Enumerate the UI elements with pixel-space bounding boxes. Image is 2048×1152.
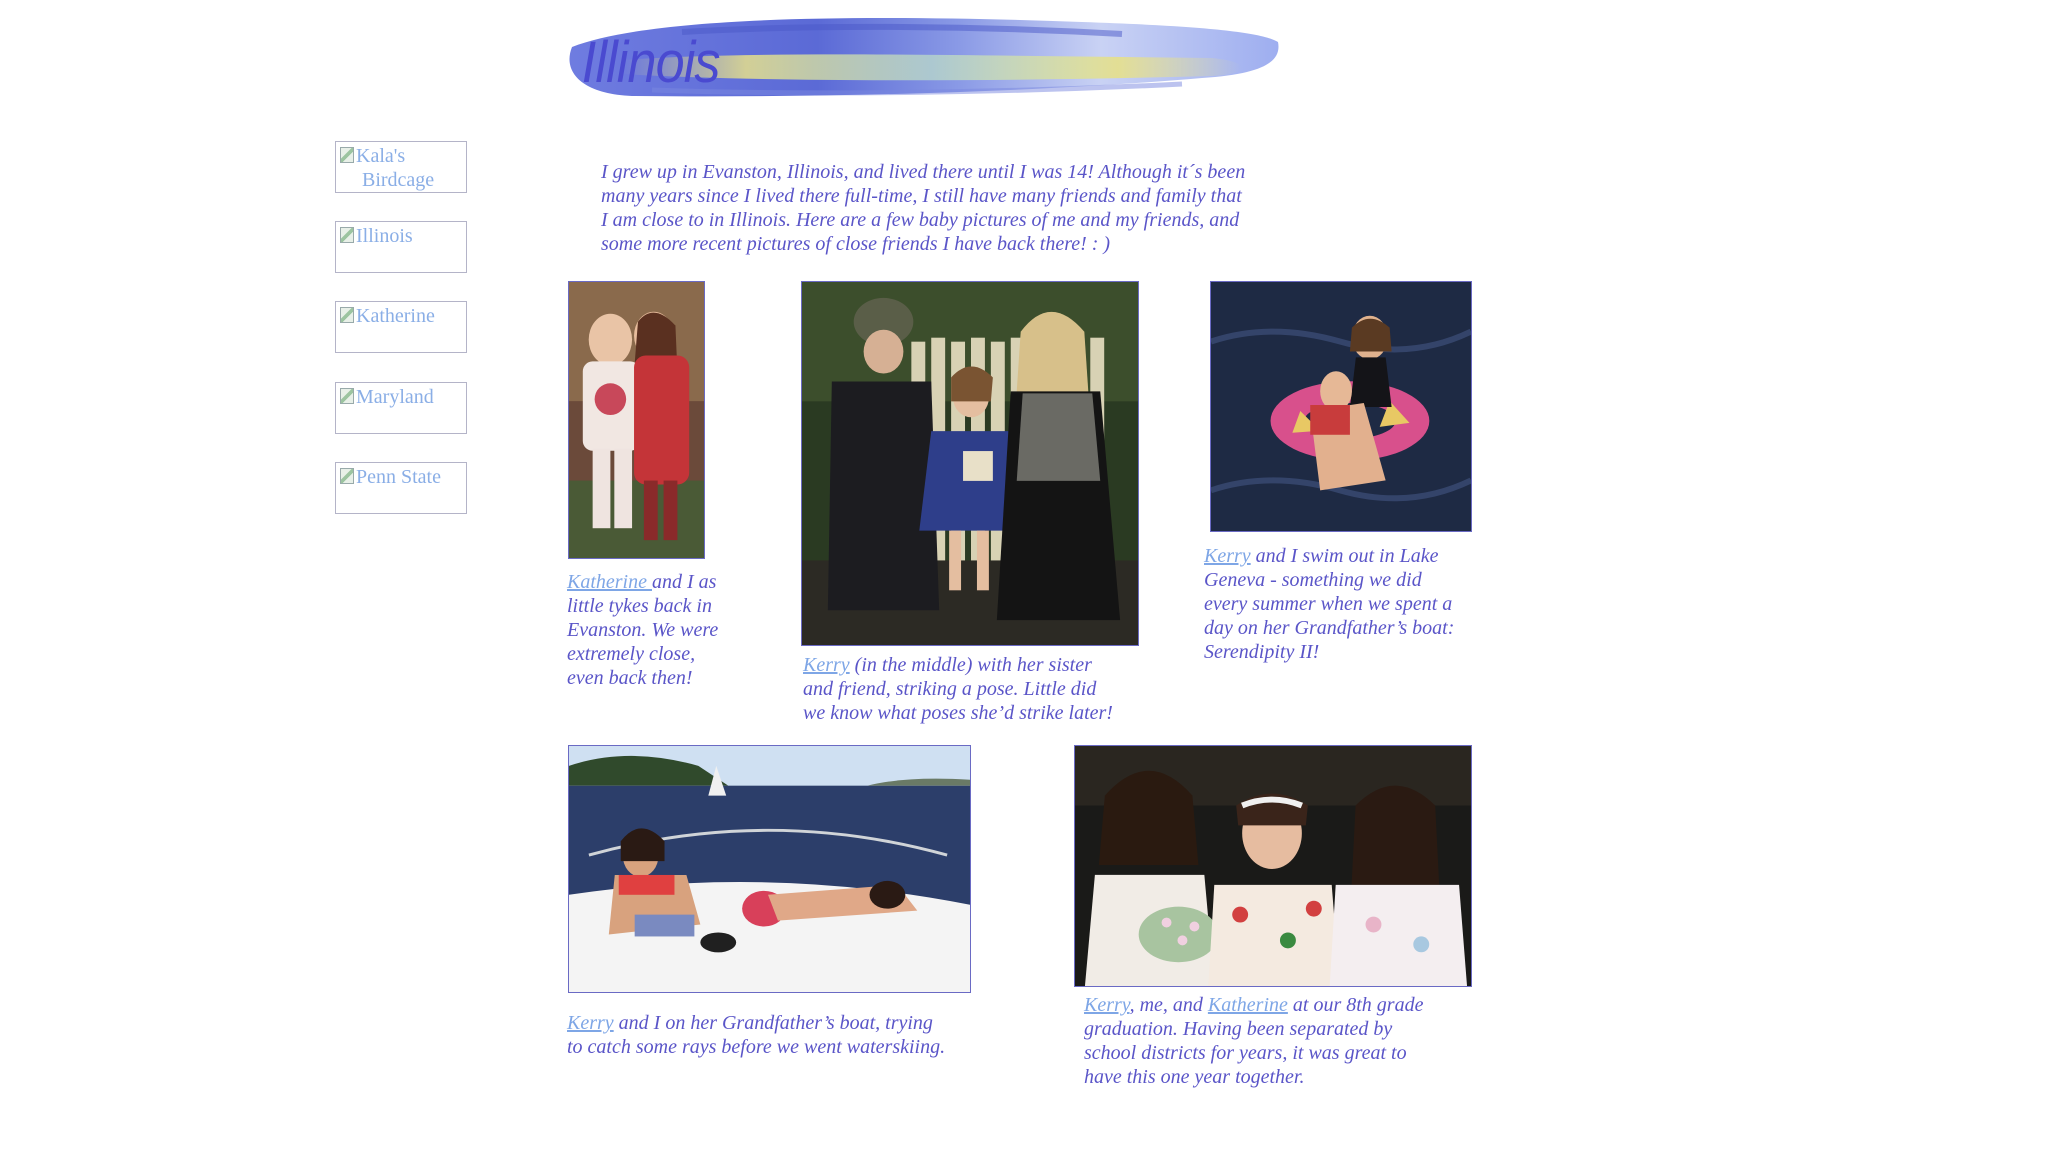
link-kerry[interactable]: Kerry bbox=[803, 654, 850, 676]
nav-illinois[interactable]: Illinois bbox=[335, 221, 467, 273]
nav-kalas-birdcage[interactable]: Kala's Birdcage bbox=[335, 141, 467, 193]
caption-lake-geneva: Kerry and I swim out in Lake Geneva - something we did every summer when we spent a day on her Grandfather’s boat: Serendipity II! bbox=[1204, 545, 1455, 663]
nav-penn-state[interactable]: Penn State bbox=[335, 462, 467, 514]
link-katherine[interactable]: Katherine bbox=[567, 571, 652, 593]
link-kerry[interactable]: Kerry bbox=[1204, 545, 1251, 567]
page-title-text: Illinois bbox=[581, 29, 720, 95]
caption-boat-sunbathing: Kerry and I on her Grandfather’s boat, trying to catch some rays before we went waterskiing. bbox=[567, 1012, 946, 1058]
photo-kerry-costume bbox=[801, 281, 1139, 646]
link-kerry[interactable]: Kerry bbox=[567, 1012, 614, 1034]
photo-boat-sunbathing bbox=[568, 745, 971, 993]
broken-image-icon bbox=[340, 227, 354, 243]
broken-image-icon bbox=[340, 307, 354, 323]
broken-image-icon bbox=[340, 468, 354, 484]
nav-maryland[interactable]: Maryland bbox=[335, 382, 467, 434]
link-katherine[interactable]: Katherine bbox=[1207, 994, 1288, 1016]
caption-katherine-childhood: Katherine and I as little tykes back in Evanston. We were extremely close, even back then! bbox=[567, 571, 719, 689]
photo-katherine-childhood bbox=[568, 281, 705, 559]
link-kerry[interactable]: Kerry bbox=[1084, 994, 1130, 1016]
broken-image-icon bbox=[340, 388, 354, 404]
broken-image-icon bbox=[340, 147, 354, 163]
intro-paragraph: I grew up in Evanston, Illinois, and lived there until I was 14! Although it´s been many years since I lived there full-time, I still have many friends and family that I am close to in Illinois. Here are a few baby pictures of me and my friends, and some more recent pictures of close friends I have back there! : ) bbox=[601, 161, 1246, 255]
caption-graduation: Kerry, me, and Katherine at our 8th grade graduation. Having been separated by school districts for years, it was great to have this one year together. bbox=[1084, 994, 1424, 1088]
photo-lake-geneva-swim bbox=[1210, 281, 1472, 532]
nav-katherine[interactable]: Katherine bbox=[335, 301, 467, 353]
photo-8th-grade-graduation bbox=[1074, 745, 1472, 987]
page-title-banner bbox=[562, 12, 1284, 102]
caption-kerry-costume: Kerry (in the middle) with her sister and friend, striking a pose. Little did we know what poses she’d strike later! bbox=[803, 654, 1113, 724]
